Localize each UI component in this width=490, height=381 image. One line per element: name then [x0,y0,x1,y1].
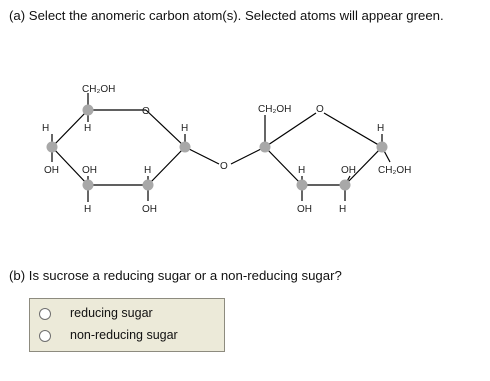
label-h-c3f: H [298,165,306,176]
radio-button[interactable] [39,308,51,320]
carbon-atom-glucose-c3[interactable] [83,180,94,191]
bond [324,113,385,147]
question-b-prompt: (b) Is sucrose a reducing sugar or a non-reducing sugar? [9,268,342,283]
bond [185,147,219,164]
label-oh-c3: OH [82,165,97,176]
label-ch2oh-top: CH₂OH [82,84,116,95]
label-oh-c4f: OH [341,165,356,176]
label-ch2oh-fructose-c6: CH₂OH [378,165,412,176]
label-h-c1-top: H [181,123,189,134]
carbon-atom-glucose-c2[interactable] [143,180,154,191]
label-h-c3-bottom: H [84,204,92,215]
answer-options-box [29,298,225,352]
label-glycosidic-oxygen: O [220,161,228,172]
option-label: reducing sugar [70,306,153,320]
label-h-c2-top: H [144,165,152,176]
label-oh-c3f-bottom: OH [297,204,312,215]
bond [52,110,88,147]
carbon-atom-glucose-c5[interactable] [83,105,94,116]
carbon-atom-fructose-c2[interactable] [260,142,271,153]
carbon-atom-fructose-c5[interactable] [377,142,388,153]
label-oh-c2-bottom: OH [142,204,157,215]
label-ring-oxygen-right: O [316,104,324,115]
carbon-atom-fructose-c3[interactable] [297,180,308,191]
carbon-atom-fructose-c4[interactable] [340,180,351,191]
label-h-c4-below: H [84,123,92,134]
carbon-atom-glucose-c4[interactable] [47,142,58,153]
label-oh-c4: OH [44,165,59,176]
label-h-upper-left: H [42,123,50,134]
option-reducing-sugar[interactable] [30,306,224,326]
radio-button[interactable] [39,330,51,342]
question-a-prompt: (a) Select the anomeric carbon atom(s). Selected atoms will appear green. [9,8,444,23]
bond [148,147,185,185]
bond [146,110,185,147]
label-ring-oxygen-left: O [142,106,150,117]
option-non-reducing-sugar[interactable] [30,328,224,348]
option-label: non-reducing sugar [70,328,178,342]
bond [265,147,302,185]
label-h-c4f-bottom: H [339,204,347,215]
bond [231,147,265,164]
label-ch2oh-fructose-c2: CH₂OH [258,104,292,115]
bond [265,113,316,147]
carbon-atom-glucose-c1[interactable] [180,142,191,153]
label-h-c5-top: H [377,123,385,134]
